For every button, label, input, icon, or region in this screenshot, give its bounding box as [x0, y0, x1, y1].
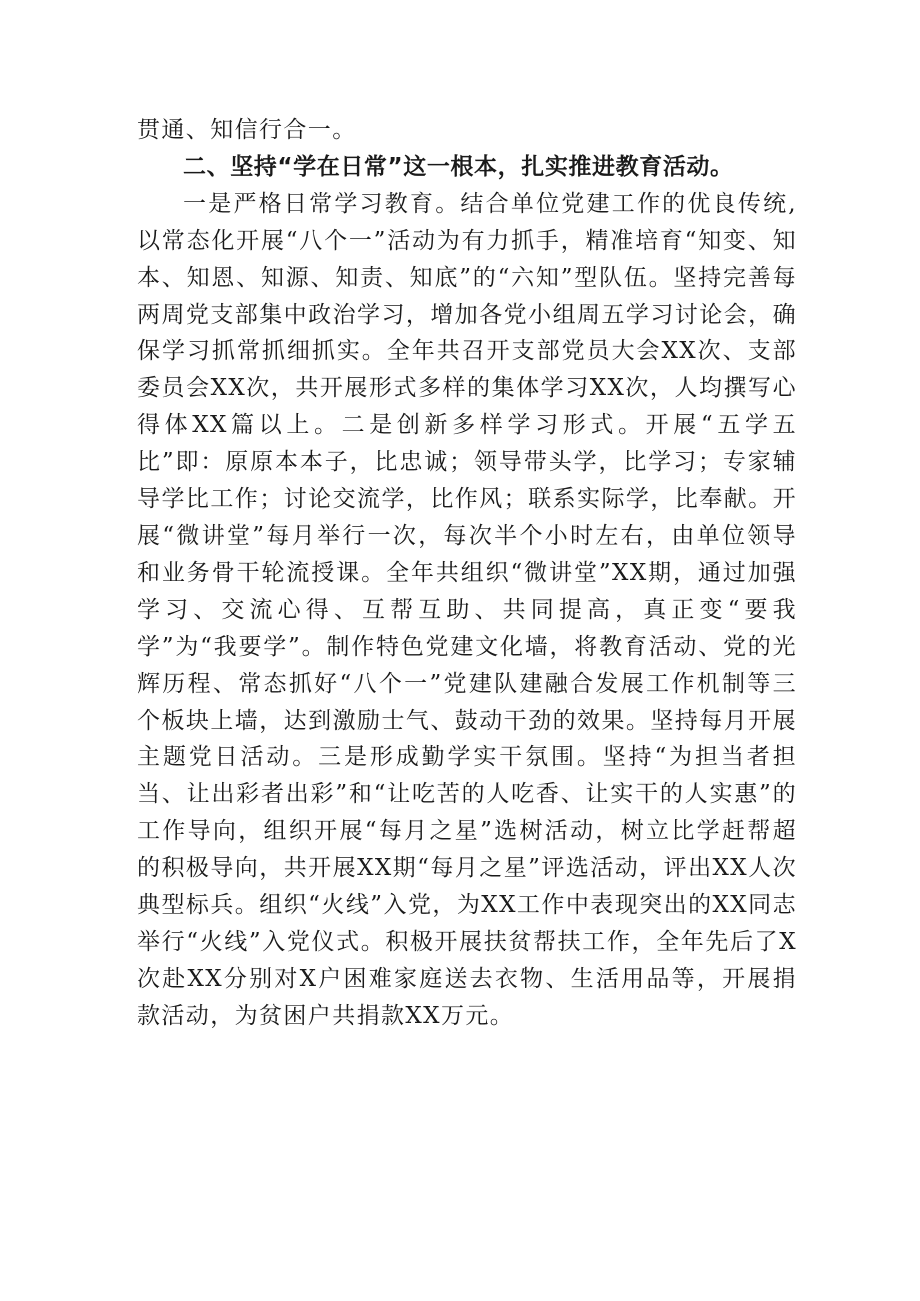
- body-paragraph: 一是严格日常学习教育。结合单位党建工作的优良传统,以常态化开展“八个一”活动为有力抓手，精准培育“知变、知本、知恩、知源、知责、知底”的“六知”型队伍。坚持完善每两周党支部集中政治学习，增加各党小组周五学习讨论会，确保学习抓常抓细抓实。全年共召开支部党员大会XX次、支部委员会XX次，共开展形式多样的集体学习XX次，人均撰写心得体XX篇以上。二是创新多样学习形式。开展“五学五比”即：原原本本子，比忠诚；领导带头学，比学习；专家辅导学比工作；讨论交流学，比作风；联系实际学，比奉献。开展“微讲堂”每月举行一次，每次半个小时左右，由单位领导和业务骨干轮流授课。全年共组织“微讲堂”XX期，通过加强学习、交流心得、互帮互助、共同提高，真正变“要我学”为“我要学”。制作特色党建文化墙，将教育活动、党的光辉历程、常态抓好“八个一”党建队建融合发展工作机制等三个板块上墙，达到激励士气、鼓动干劲的效果。坚持每月开展主题党日活动。三是形成勤学实干氛围。坚持“为担当者担当、让出彩者出彩”和“让吃苦的人吃香、让实干的人实惠”的工作导向，组织开展“每月之星”选树活动，树立比学赶帮超的积极导向，共开展XX期“每月之星”评选活动，评出XX人次典型标兵。组织“火线”入党，为XX工作中表现突出的XX同志举行“火线”入党仪式。积极开展扶贫帮扶工作，全年先后了X次赴XX分别对X户困难家庭送去衣物、生活用品等，开展捐款活动，为贫困户共捐款XX万元。: [137, 190, 797, 1029]
- continuation-paragraph: 贯通、知信行合一。: [137, 117, 357, 143]
- section-heading: 二、坚持“学在日常”这一根本，扎实推进教育活动。: [183, 153, 734, 180]
- document-body: [137, 112, 797, 1035]
